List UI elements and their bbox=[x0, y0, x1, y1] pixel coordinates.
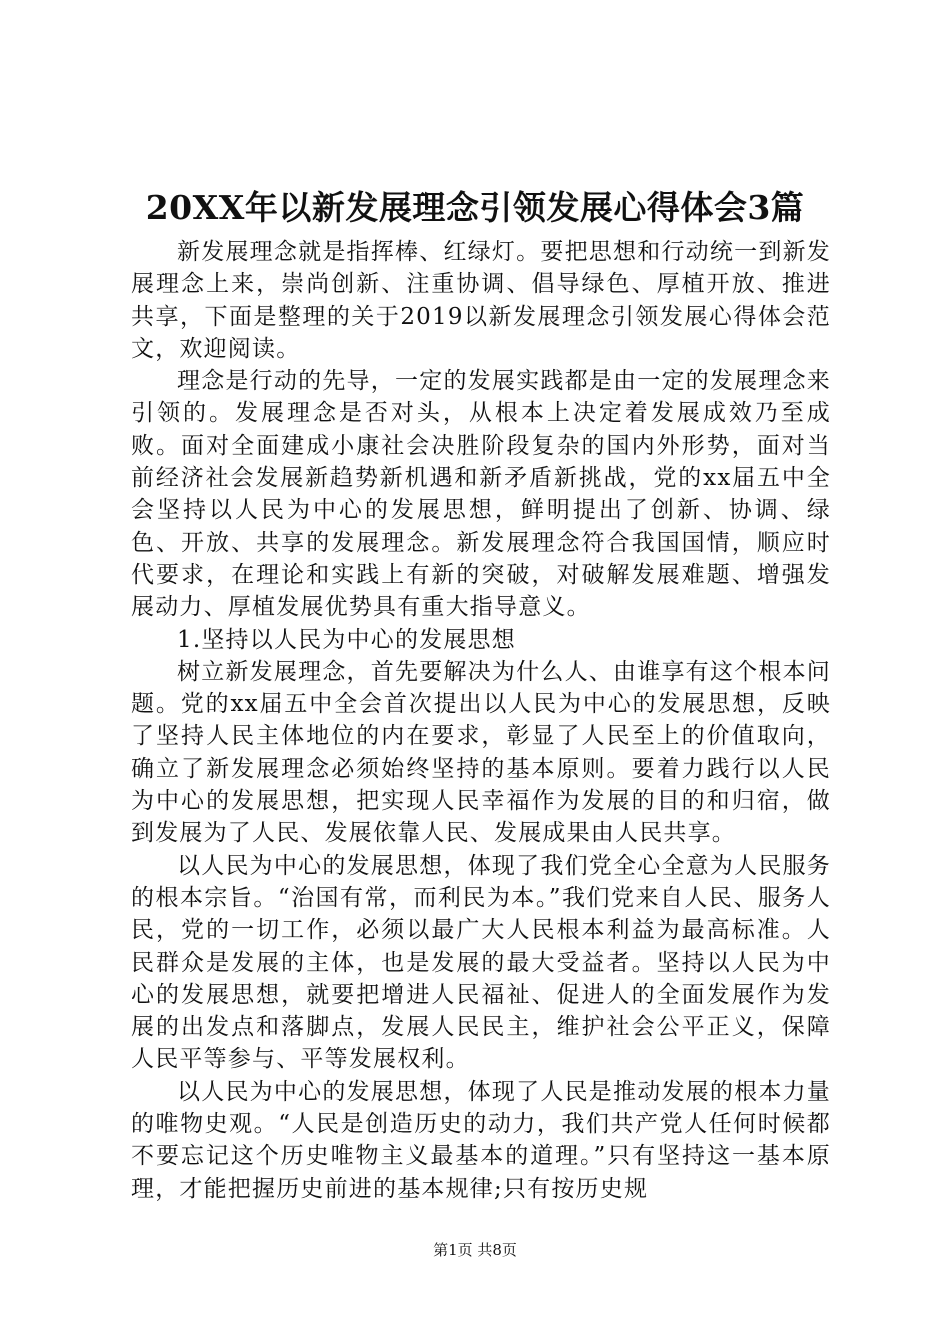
paragraph-historical-materialism: 以人民为中心的发展思想，体现了人民是推动发展的根本力量的唯物史观。“人民是创造历史的动力，我们共产党人任何时候都不要忘记这个历史唯物主义最基本的道理。”只有坚持这一基本原理，才能把握历史前进的基本规律;只有按历史规 bbox=[131, 1078, 831, 1202]
paragraph-people-centered: 树立新发展理念，首先要解决为什么人、由谁享有这个根本问题。党的xx届五中全会首次提出以人民为中心的发展思想，反映了坚持人民主体地位的内在要求，彰显了人民至上的价值取向，确立了新发展理念必须始终坚持的基本原则。要着力践行以人民为中心的发展思想，把实现人民幸福作为发展的目的和归宿，做到发展为了人民、发展依靠人民、发展成果由人民共享。 bbox=[131, 658, 831, 847]
paragraph-purpose: 以人民为中心的发展思想，体现了我们党全心全意为人民服务的根本宗旨。“治国有常，而利民为本。”我们党来自人民、服务人民，党的一切工作，必须以最广大人民根本利益为最高标准。人民群众是发展的主体，也是发展的最大受益者。坚持以人民为中心的发展思想，就要把增进人民福祉、促进人的全面发展作为发展的出发点和落脚点，发展人民民主，维护社会公平正义，保障人民平等参与、平等发展权利。 bbox=[131, 852, 831, 1073]
page-number-footer: 第1页 共8页 bbox=[433, 1241, 517, 1259]
section-heading-1: 1.坚持以人民为中心的发展思想 bbox=[177, 626, 516, 653]
paragraph-concept: 理念是行动的先导，一定的发展实践都是由一定的发展理念来引领的。发展理念是否对头，从根本上决定着发展成效乃至成败。面对全面建成小康社会决胜阶段复杂的国内外形势，面对当前经济社会发展新趋势新机遇和新矛盾新挑战，党的xx届五中全会坚持以人民为中心的发展思想，鲜明提出了创新、协调、绿色、开放、共享的发展理念。新发展理念符合我国国情，顺应时代要求，在理论和实践上有新的突破，对破解发展难题、增强发展动力、厚植发展优势具有重大指导意义。 bbox=[131, 368, 831, 621]
document-body bbox=[131, 236, 831, 1205]
paragraph-intro: 新发展理念就是指挥棒、红绿灯。要把思想和行动统一到新发展理念上来，崇尚创新、注重协调、倡导绿色、厚植开放、推进共享，下面是整理的关于2019以新发展理念引领发展心得体会范文，欢迎阅读。 bbox=[131, 239, 831, 362]
document-title: 20XX年以新发展理念引领发展心得体会3篇 bbox=[145, 188, 805, 227]
